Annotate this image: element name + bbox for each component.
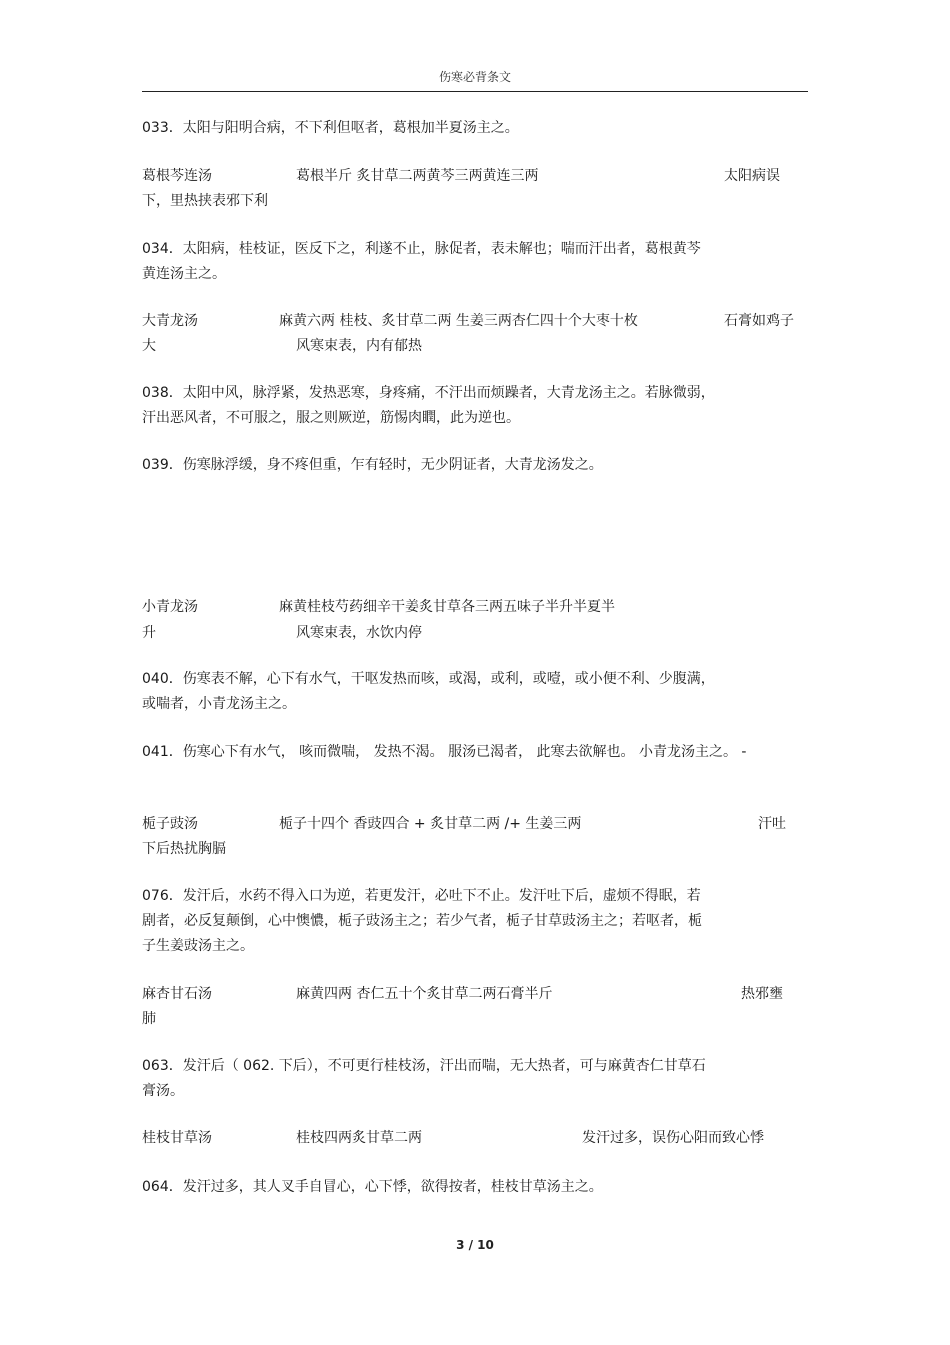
formula-name: 大青龙汤 [142, 313, 198, 329]
clause-064: 064．发汗过多，其人叉手自冒心，心下悸，欲得按者，桂枝甘草汤主之。 [142, 1179, 603, 1195]
page-number: 3 / 10 [456, 1238, 494, 1252]
formula-name: 栀子豉汤 [142, 816, 198, 832]
formula-indication: 太阳病误 [724, 168, 780, 184]
page-header: 伤寒必背条文 [438, 70, 511, 84]
formula-name: 桂枝甘草汤 [142, 1130, 212, 1146]
formula-herbs-cont: 升 [142, 625, 156, 641]
clause-038: 038．太阳中风，脉浮紧，发热恶寒，身疼痛，不汗出而烦躁者，大青龙汤主之。若脉微弱， [142, 385, 715, 401]
formula-indication: 风寒束表，水饮内停 [296, 625, 422, 641]
formula-herbs: 栀子十四个 香豉四合 + 炙甘草二两 /+ 生姜三两 [279, 816, 582, 832]
clause-076-cont2: 子生姜豉汤主之。 [142, 938, 254, 954]
clause-034-cont: 黄连汤主之。 [142, 266, 226, 282]
clause-034: 034．太阳病，桂枝证，医反下之，利遂不止，脉促者，表未解也；喘而汗出者，葛根黄芩 [142, 241, 701, 257]
formula-herbs: 麻黄四两 杏仁五十个炙甘草二两石膏半斤 [296, 986, 553, 1002]
clause-076-cont: 剧者，必反复颠倒，心中懊憹，栀子豉汤主之；若少气者，栀子甘草豉汤主之；若呕者，栀 [142, 913, 702, 929]
formula-indication: 热邪壅 [741, 986, 783, 1002]
formula-indication-cont: 肺 [142, 1011, 156, 1027]
formula-herbs: 麻黄桂枝芍药细辛干姜炙甘草各三两五味子半升半夏半 [279, 599, 615, 615]
formula-herbs: 麻黄六两 桂枝、炙甘草二两 生姜三两杏仁四十个大枣十枚 [279, 313, 638, 329]
formula-indication: 发汗过多，误伤心阳而致心悸 [582, 1130, 764, 1146]
formula-name: 葛根芩连汤 [142, 168, 212, 184]
formula-name: 小青龙汤 [142, 599, 198, 615]
clause-039: 039．伤寒脉浮缓，身不疼但重，乍有轻时，无少阴证者，大青龙汤发之。 [142, 457, 603, 473]
formula-indication-cont: 下，里热挟表邪下利 [142, 193, 268, 209]
formula-herb-extra-cont: 大 [142, 338, 156, 354]
clause-040-cont: 或喘者，小青龙汤主之。 [142, 696, 296, 712]
clause-033: 033．太阳与阳明合病，不下利但呕者，葛根加半夏汤主之。 [142, 120, 519, 136]
clause-040: 040．伤寒表不解，心下有水气，干呕发热而咳，或渴，或利，或噎，或小便不利、少腹满， [142, 671, 715, 687]
formula-herb-extra: 石膏如鸡子 [724, 313, 794, 329]
formula-name: 麻杏甘石汤 [142, 986, 212, 1002]
clause-063: 063．发汗后（ 062. 下后），不可更行桂枝汤，汗出而喘，无大热者，可与麻黄杏仁甘草石 [142, 1058, 706, 1074]
formula-herbs: 桂枝四两炙甘草二两 [296, 1130, 422, 1146]
header-rule [142, 91, 808, 92]
clause-076: 076．发汗后，水药不得入口为逆，若更发汗，必吐下不止。发汗吐下后，虚烦不得眠，若 [142, 888, 701, 904]
clause-038-cont: 汗出恶风者，不可服之，服之则厥逆，筋惕肉瞤，此为逆也。 [142, 410, 520, 426]
formula-herbs: 葛根半斤 炙甘草二两黄芩三两黄连三两 [296, 168, 539, 184]
formula-indication-cont: 下后热扰胸膈 [142, 841, 226, 857]
clause-041: 041．伤寒心下有水气， 咳而微喘， 发热不渴。 服汤已渴者， 此寒去欲解也。 小青龙汤主之。 - [142, 744, 747, 760]
clause-063-cont: 膏汤。 [142, 1083, 184, 1099]
formula-indication: 汗吐 [758, 816, 786, 832]
formula-indication: 风寒束表，内有郁热 [296, 338, 422, 354]
